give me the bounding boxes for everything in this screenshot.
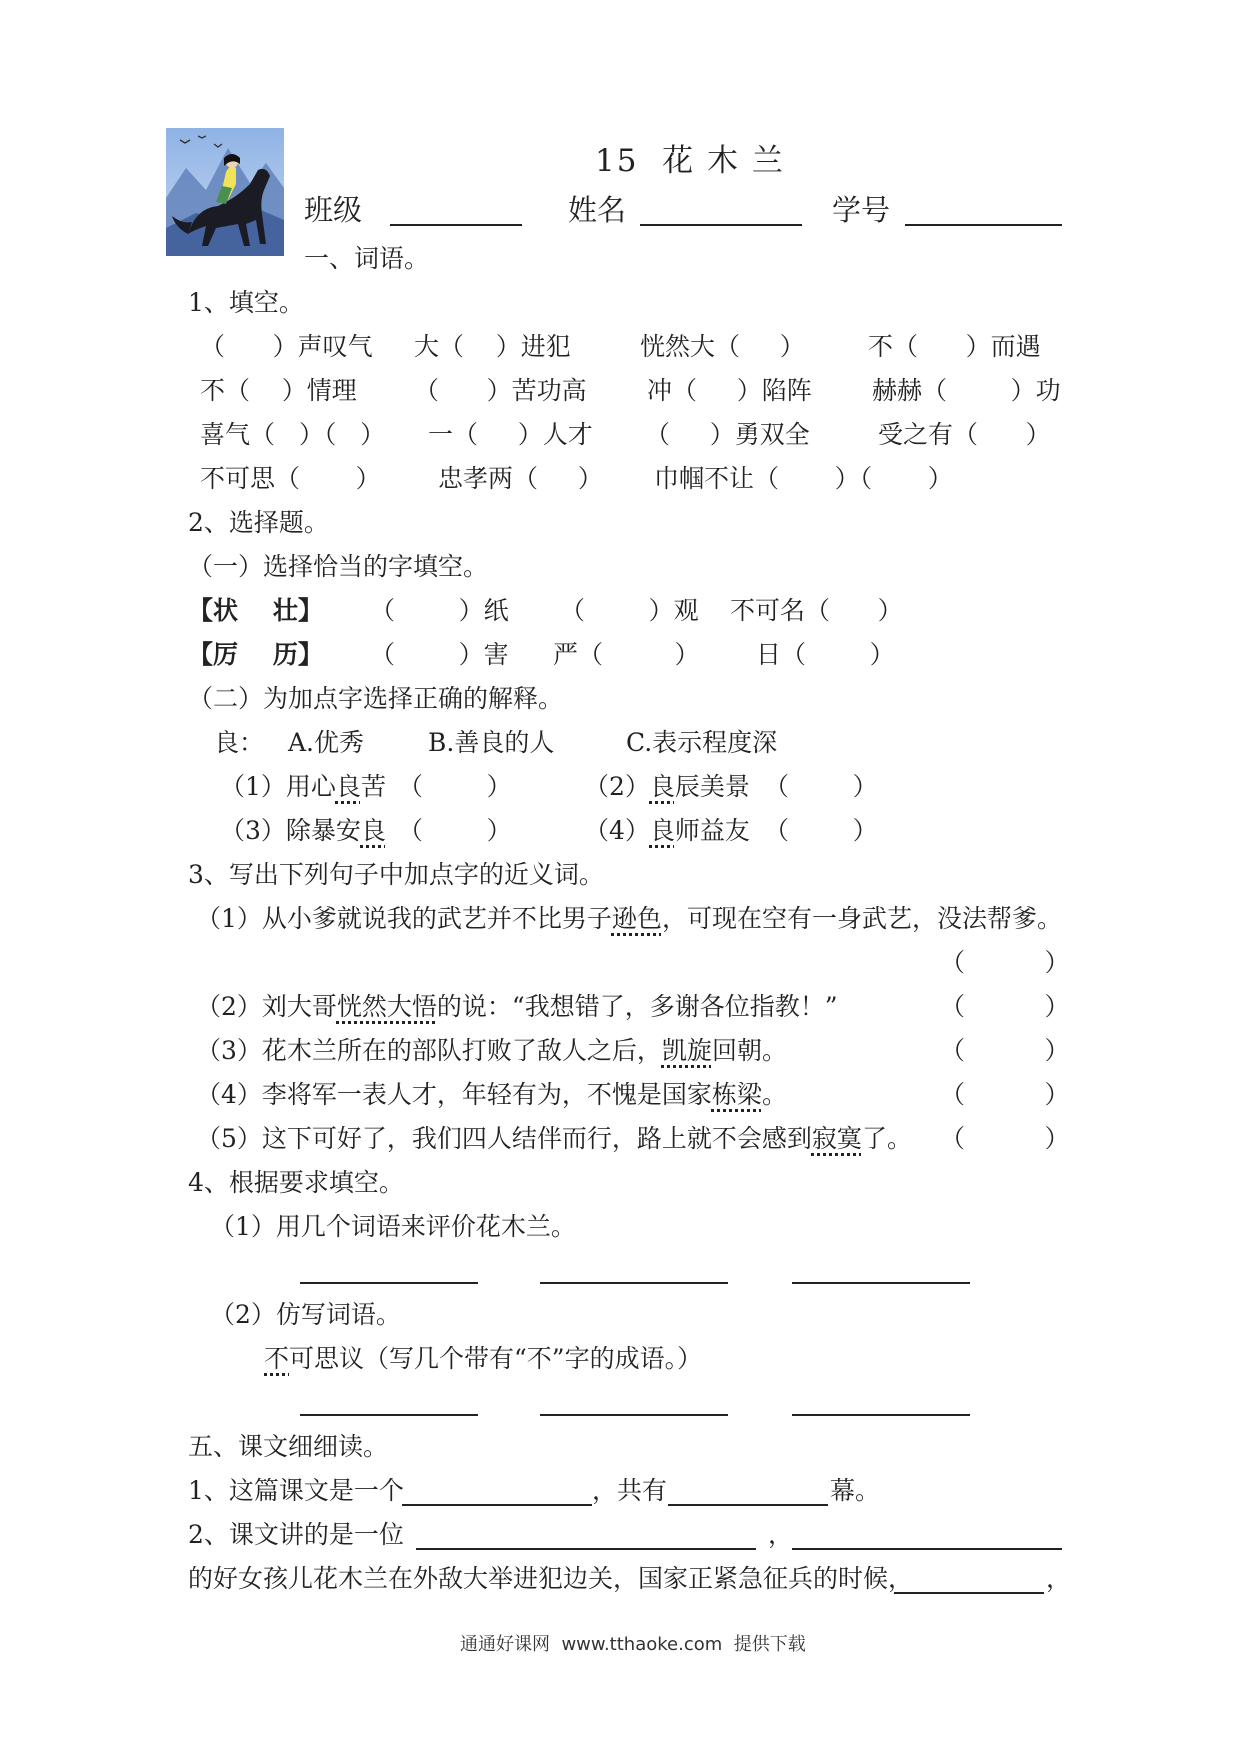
q4-sub2: （2）仿写词语。	[210, 1300, 401, 1329]
s5-q1-b: ，共有	[592, 1476, 668, 1505]
section1-heading: 一、词语。	[304, 244, 430, 273]
mulan-illustration	[166, 128, 284, 256]
meaning-item: （2）良辰美景	[584, 772, 750, 801]
answer-line	[668, 1504, 828, 1506]
answer-line	[300, 1282, 478, 1284]
answer-line	[540, 1282, 728, 1284]
q1-cell: （ ）苦功高	[414, 376, 587, 405]
meaning-blank: （ ）	[764, 816, 878, 845]
option-label: 良：	[214, 728, 265, 757]
q1-cell: 不（ ）情理	[200, 376, 357, 405]
choice-group-1: 【状 壮】	[188, 596, 323, 625]
q1-cell: 忠孝两（ ）	[438, 464, 603, 493]
q1-cell: 一（ ）人才	[428, 420, 593, 449]
choice-blank: 不可名（ ）	[730, 596, 903, 625]
answer-line	[416, 1548, 756, 1550]
synonym-sentence: （2）刘大哥恍然大悟的说：“我想错了，多谢各位指教！”	[196, 992, 838, 1021]
id-blank	[905, 224, 1062, 226]
answer-line	[894, 1592, 1044, 1594]
option-b: B.善良的人	[428, 728, 555, 757]
q3-title: 3、写出下列句子中加点字的近义词。	[188, 860, 604, 889]
s5-q1-c: 幕。	[830, 1476, 881, 1505]
class-blank	[390, 224, 522, 226]
meaning-blank: （ ）	[398, 816, 512, 845]
synonym-blank: （ ）	[940, 992, 1070, 1021]
answer-line	[792, 1548, 1062, 1550]
answer-line	[792, 1282, 970, 1284]
option-a: A.优秀	[288, 728, 365, 757]
q1-cell: 冲（ ）陷阵	[647, 376, 812, 405]
option-c: C.表示程度深	[626, 728, 778, 757]
synonym-blank: （ ）	[940, 948, 1070, 977]
name-label: 姓名	[568, 193, 627, 227]
meaning-item: （3）除暴安良	[220, 816, 386, 845]
q2-title: 2、选择题。	[188, 508, 329, 537]
q2-part1-title: （一）选择恰当的字填空。	[188, 552, 489, 581]
q2-part2-title: （二）为加点字选择正确的解释。	[188, 684, 564, 713]
q4-title: 4、根据要求填空。	[188, 1168, 404, 1197]
choice-blank: （ ）纸	[370, 596, 509, 625]
name-blank	[640, 224, 802, 226]
synonym-sentence: （4）李将军一表人才，年轻有为，不愧是国家栋梁。	[196, 1080, 787, 1109]
synonym-blank: （ ）	[940, 1036, 1070, 1065]
s5-q2-end: ，	[1046, 1564, 1072, 1593]
choice-group-2: 【厉 历】	[188, 640, 323, 669]
synonym-blank: （ ）	[940, 1080, 1070, 1109]
meaning-blank: （ ）	[764, 772, 878, 801]
answer-line	[300, 1414, 478, 1416]
answer-line	[402, 1504, 592, 1506]
meaning-item: （1）用心良苦	[220, 772, 386, 801]
q1-cell: 喜气（ ）（ ）	[200, 420, 386, 449]
q1-cell: 恍然大（ ）	[640, 332, 805, 361]
q1-title: 1、填空。	[188, 288, 304, 317]
choice-blank: （ ）观	[560, 596, 699, 625]
mulan-on-horse-icon	[166, 128, 284, 256]
s5-q2-line2: 的好女孩儿花木兰在外敌大举进犯边关，国家正紧急征兵的时候，	[188, 1564, 914, 1593]
q4-sub2-instruction: 不可思议（写几个带有“不”字的成语。）	[264, 1344, 703, 1373]
q1-cell: 受之有（ ）	[878, 420, 1051, 449]
q1-cell: 赫赫（ ）功	[872, 376, 1061, 405]
synonym-blank: （ ）	[940, 1124, 1070, 1153]
synonym-sentence: （5）这下可好了，我们四人结伴而行，路上就不会感到寂寞了。	[196, 1124, 912, 1153]
q1-cell: （ ）勇双全	[645, 420, 810, 449]
q1-cell: 不（ ）而遇	[868, 332, 1041, 361]
meaning-item: （4）良师益友	[584, 816, 750, 845]
page-title: 15 花 木 兰	[595, 143, 785, 179]
q1-cell: 大（ ）进犯	[414, 332, 571, 361]
q1-cell: （ ）声叹气	[200, 332, 373, 361]
q1-cell: 巾帼不让（ ）（ ）	[654, 464, 953, 493]
choice-blank: 日（ ）	[756, 640, 895, 669]
answer-line	[540, 1414, 728, 1416]
q4-sub1: （1）用几个词语来评价花木兰。	[210, 1212, 576, 1241]
meaning-blank: （ ）	[398, 772, 512, 801]
q1-cell: 不可思（ ）	[200, 464, 381, 493]
answer-line	[792, 1414, 970, 1416]
class-label: 班级	[304, 193, 363, 227]
synonym-sentence: （1）从小爹就说我的武艺并不比男子逊色，可现在空有一身武艺，没法帮爹。	[196, 904, 1062, 933]
footer-credit: 通通好课网 www.tthaoke.com 提供下载	[460, 1634, 806, 1655]
section5-heading: 五、课文细细读。	[188, 1432, 389, 1461]
s5-q1-a: 1、这篇课文是一个	[188, 1476, 404, 1505]
id-label: 学号	[832, 193, 891, 227]
s5-q2-a: 2、课文讲的是一位	[188, 1520, 404, 1549]
choice-blank: （ ）害	[370, 640, 509, 669]
s5-q2-b: ，	[768, 1520, 794, 1549]
choice-blank: 严（ ）	[553, 640, 700, 669]
synonym-sentence: （3）花木兰所在的部队打败了敌人之后，凯旋回朝。	[196, 1036, 787, 1065]
